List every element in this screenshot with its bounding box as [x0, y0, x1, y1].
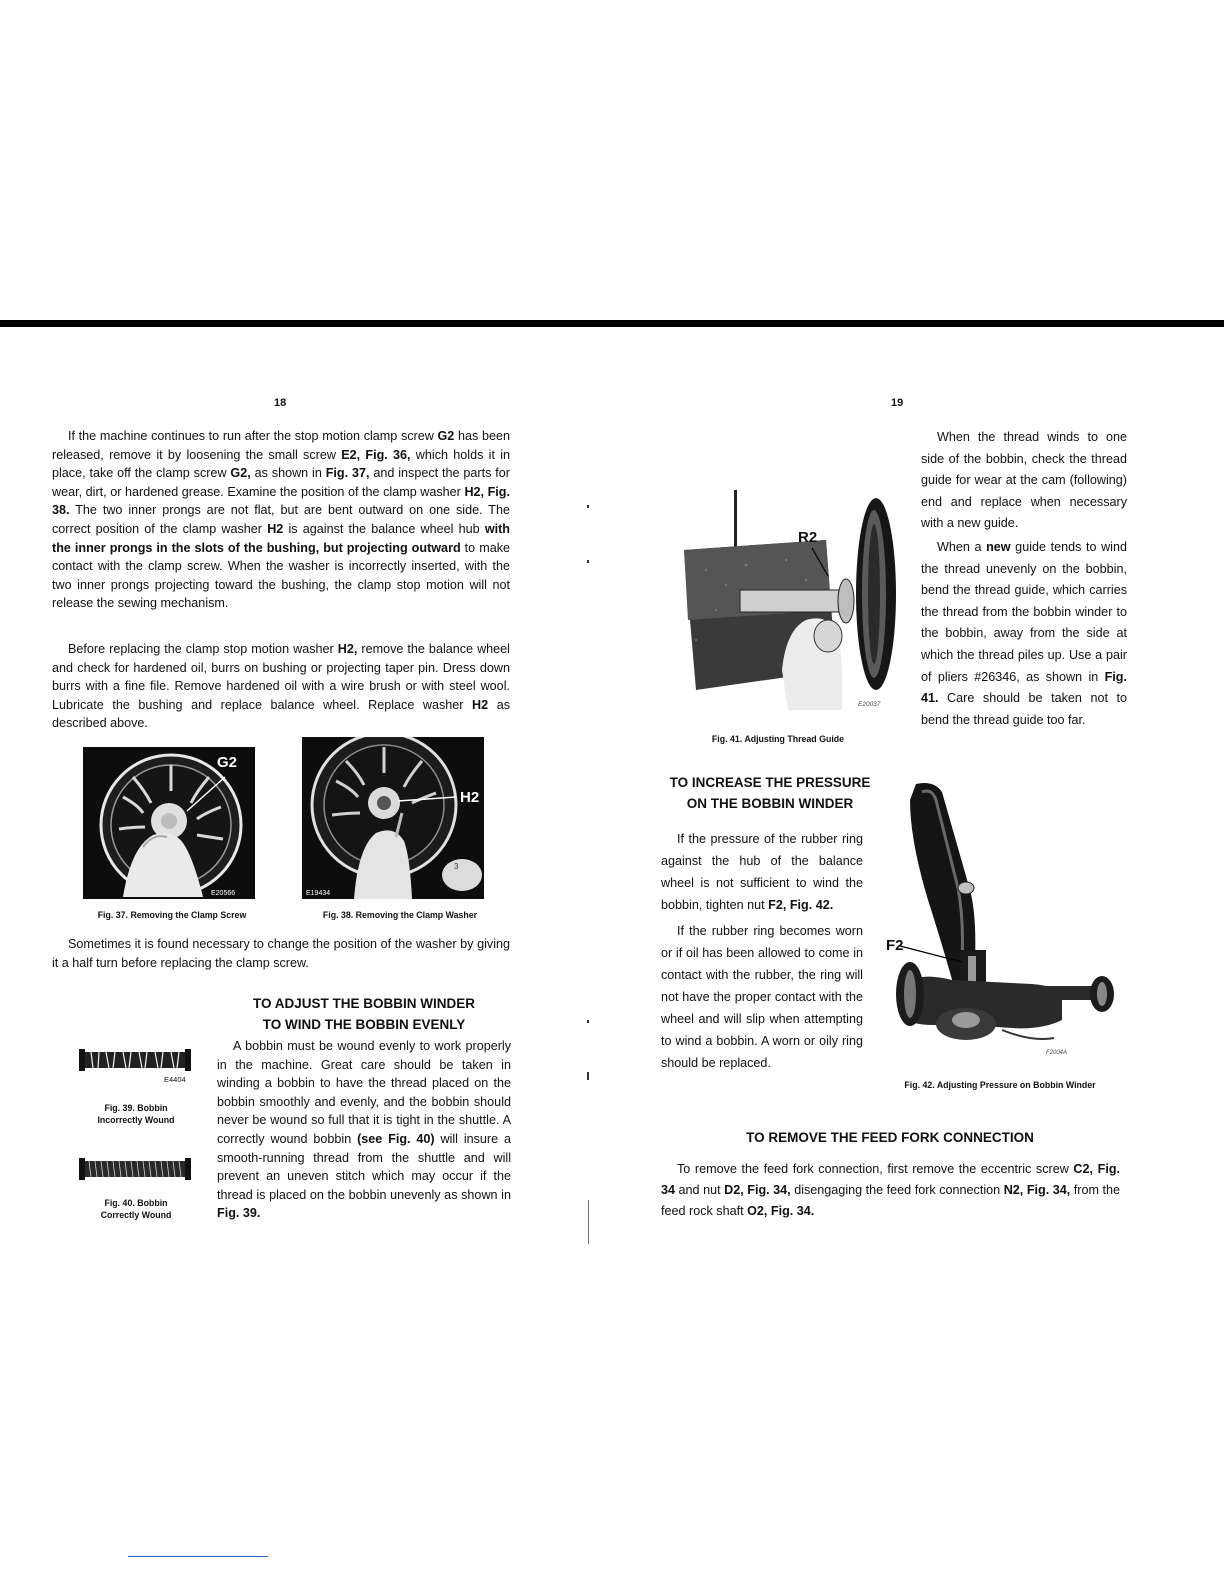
figure-38-label: H2 — [460, 789, 480, 806]
paragraph-clamp-screw: If the machine continues to run after the stop motion clamp screw G2 has been released, remove it by loosening the small screw E2, Fig. 36, which holds it in place, take off the clamp screw G2, as shown in Fig. 37, and inspect the parts for wear, dirt, or hardened grease. Examine the position of the clamp washer H2, Fig. 38. The two inner prongs are not flat, but are bent outward on one side. The correct position of the clamp washer H2 is against the balance wheel hub with the inner prongs in the slots of the bushing, but projecting outward to make contact with the clamp screw. When the washer is incorrectly inserted, with the two inner prongs projecting toward the bushing, the clamp stop motion will not release the sewing mechanism. — [52, 429, 511, 611]
gutter-speck — [587, 505, 589, 508]
svg-text:3: 3 — [454, 862, 459, 871]
figure-41-caption: Fig. 41. Adjusting Thread Guide — [711, 734, 845, 744]
paragraph-worn-ring: If the rubber ring becomes worn or if oil has been allowed to come in contact with the rubber, the ring will not have the proper contact with the wheel and will slip when attempting to wind a bobbin. A worn or oily ring should be replaced. — [661, 924, 863, 1070]
gutter-line — [588, 1200, 589, 1244]
figure-38-caption: Fig. 38. Removing the Clamp Washer — [322, 910, 478, 920]
gutter-speck — [587, 1072, 589, 1080]
figure-39-caption: Fig. 39. Bobbin Incorrectly Wound — [97, 1103, 175, 1125]
gutter-speck — [587, 1020, 589, 1023]
figure-40-bobbin-image — [79, 1156, 191, 1182]
figure-37-photo — [83, 747, 255, 899]
top-border-bar — [0, 320, 1224, 327]
paragraph-wind-evenly: A bobbin must be wound evenly to work properly in the machine. Great care should be taken in winding a bobbin to have the thread placed on the bobbin smoothly and evenly, and the bobbin should never be wound so full that it is tight in the shuttle. A correctly wound bobbin (see Fig. 40) will insure a smooth-running thread from the shuttle and will prevent an uneven stitch which may occur if the thread is placed on the bobbin unevenly as shown in Fig. 39. — [217, 1039, 511, 1221]
heading-increase-pressure: TO INCREASE THE PRESSURE ON THE BOBBIN WINDER — [669, 775, 871, 811]
paragraph-thread-guide-wear: When the thread winds to one side of the bobbin, check the thread guide for wear at the cam (following) end and replace when necessary with a new guide. — [921, 430, 1127, 531]
page-number-left: 18 — [274, 397, 287, 409]
figure-41-photo — [676, 490, 906, 710]
figure-39-bobbin-image — [79, 1046, 191, 1074]
paragraph-rubber-ring-pressure: If the pressure of the rubber ring against the hub of the balance wheel is not sufficient to wind the bobbin, tighten nut F2, Fig. 42. — [661, 832, 863, 912]
heading-feed-fork: TO REMOVE THE FEED FORK CONNECTION — [746, 1130, 1034, 1145]
paragraph-half-turn: Sometimes it is found necessary to change the position of the washer by giving it a half turn before replacing the clamp screw. — [52, 937, 510, 970]
figure-38-code: E19434 — [306, 890, 331, 897]
figure-41-code: E20037 — [858, 701, 881, 708]
figure-42-photo — [882, 780, 1122, 1062]
figure-39-code: E4404 — [164, 1075, 186, 1084]
paragraph-replacing-washer: Before replacing the clamp stop motion washer H2, remove the balance wheel and check for hardened oil, burrs on bushing or projecting taper pin. Dress down burrs with a fine file. Remove hardened oil with a wire brush or with steel wool. Lubricate the bushing and replace balance wheel. Replace washer H2 as described above. — [52, 642, 510, 731]
gutter-speck — [587, 560, 589, 563]
figure-38-photo — [302, 737, 484, 899]
figure-37-caption: Fig. 37. Removing the Clamp Screw — [97, 910, 247, 920]
paragraph-feed-fork: To remove the feed fork connection, first remove the eccentric screw C2, Fig. 34 and nut D2, Fig. 34, disengaging the feed fork connection N2, Fig. 34, from the feed rock shaft O2, Fig. 34. — [661, 1162, 1121, 1218]
page-number-right: 19 — [891, 397, 904, 409]
figure-42-caption: Fig. 42. Adjusting Pressure on Bobbin Winder — [904, 1080, 1096, 1090]
paragraph-bend-guide: When a new guide tends to wind the thread unevenly on the bobbin, bend the thread guide, which carries the thread from the bobbin winder to the bobbin, away from the side at which the thread piles up. Use a pair of pliers #26346, as shown in Fig. 41. Care should be taken not to bend the thread guide too far. — [921, 540, 1127, 727]
figure-41-label: R2 — [798, 529, 818, 546]
figure-37-code: E20566 — [211, 890, 236, 897]
figure-40-caption: Fig. 40. Bobbin Correctly Wound — [100, 1198, 172, 1220]
heading-adjust-bobbin-winder: TO ADJUST THE BOBBIN WINDER TO WIND THE BOBBIN EVENLY — [252, 996, 475, 1032]
figure-42-code: F2004A — [1046, 1050, 1068, 1056]
bottom-link-underline — [128, 1556, 268, 1557]
figure-37-label: G2 — [217, 754, 238, 771]
figure-42-label: F2 — [886, 937, 904, 954]
